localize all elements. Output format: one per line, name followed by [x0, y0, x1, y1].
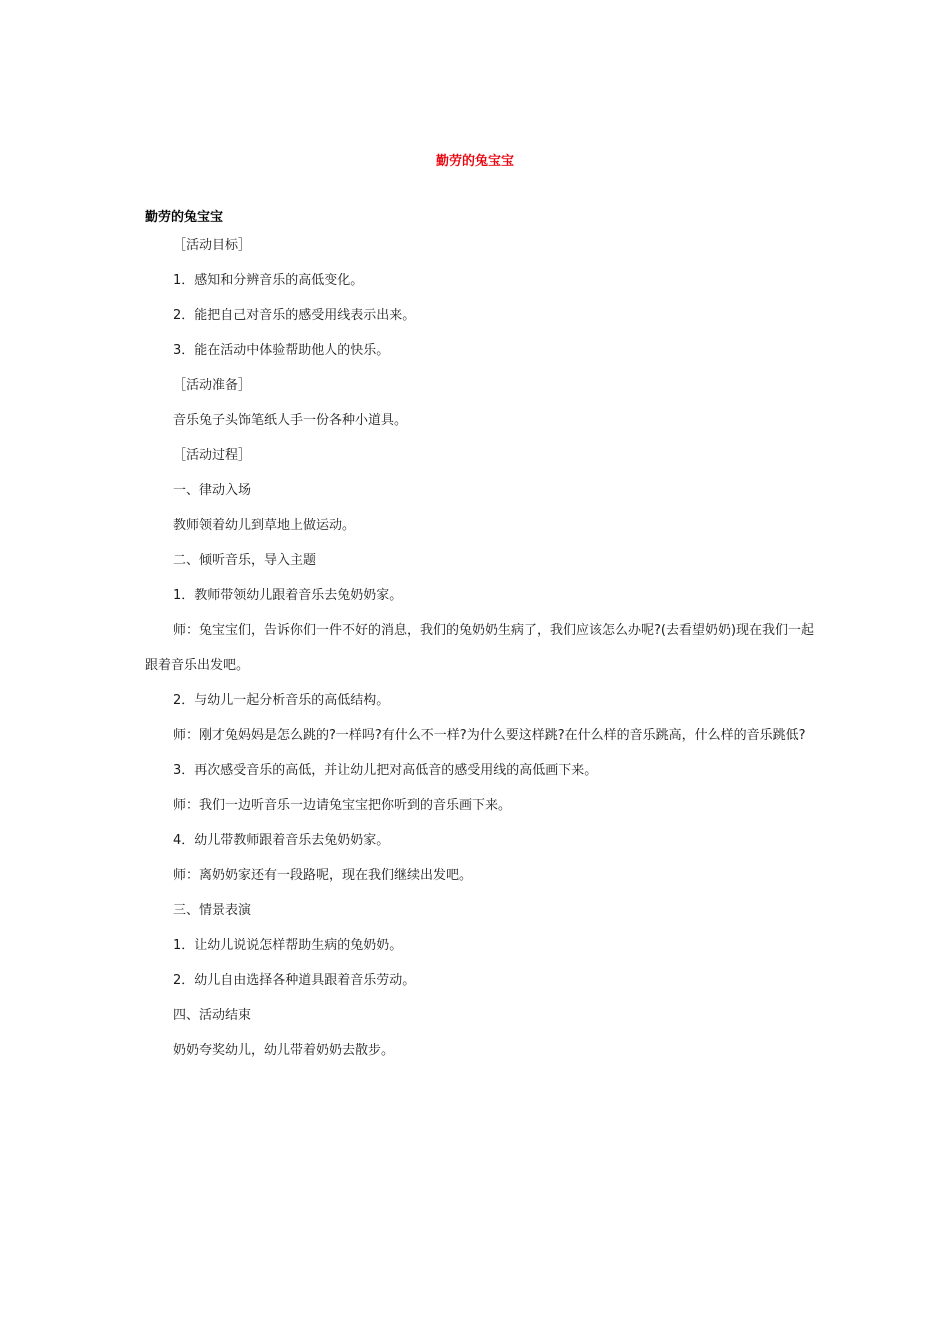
- paragraph: 1．教师带领幼儿跟着音乐去兔奶奶家。: [173, 588, 403, 603]
- paragraph: 3．再次感受音乐的高低，并让幼儿把对高低音的感受用线的高低画下来。: [173, 763, 598, 778]
- document-body: [145, 228, 815, 1068]
- paragraph: 一、律动入场: [173, 483, 252, 498]
- page-title: 勤劳的兔宝宝: [435, 154, 514, 169]
- paragraph: 2．与幼儿一起分析音乐的高低结构。: [173, 693, 390, 708]
- paragraph: 4．幼儿带教师跟着音乐去兔奶奶家。: [173, 833, 390, 848]
- paragraph: 师：刚才兔妈妈是怎么跳的?一样吗?有什么不一样?为什么要这样跳?在什么样的音乐跳高，什么样的音乐跳低?: [173, 728, 806, 743]
- paragraph: ［活动目标］: [173, 238, 252, 253]
- paragraph: ［活动过程］: [173, 448, 252, 463]
- paragraph: 2．能把自己对音乐的感受用线表示出来。: [173, 308, 416, 323]
- paragraph: 音乐兔子头饰笔纸人手一份各种小道具。: [173, 413, 408, 428]
- paragraph: 二、倾听音乐，导入主题: [173, 553, 317, 568]
- document-heading: 勤劳的兔宝宝: [145, 210, 224, 225]
- paragraph: 师：兔宝宝们，告诉你们一件不好的消息，我们的兔奶奶生病了，我们应该怎么办呢?(去看望奶奶)现在我们一起跟着音乐出发吧。: [145, 623, 815, 673]
- paragraph: 师：我们一边听音乐一边请兔宝宝把你听到的音乐画下来。: [173, 798, 512, 813]
- paragraph: ［活动准备］: [173, 378, 252, 393]
- paragraph: 奶奶夸奖幼儿，幼儿带着奶奶去散步。: [173, 1043, 395, 1058]
- paragraph: 1．让幼儿说说怎样帮助生病的兔奶奶。: [173, 938, 403, 953]
- paragraph: 三、情景表演: [173, 903, 252, 918]
- paragraph: 师：离奶奶家还有一段路呢，现在我们继续出发吧。: [173, 868, 473, 883]
- paragraph: 教师领着幼儿到草地上做运动。: [173, 518, 356, 533]
- paragraph: 3．能在活动中体验帮助他人的快乐。: [173, 343, 390, 358]
- paragraph: 2．幼儿自由选择各种道具跟着音乐劳动。: [173, 973, 416, 988]
- paragraph: 四、活动结束: [173, 1008, 252, 1023]
- paragraph: 1．感知和分辨音乐的高低变化。: [173, 273, 364, 288]
